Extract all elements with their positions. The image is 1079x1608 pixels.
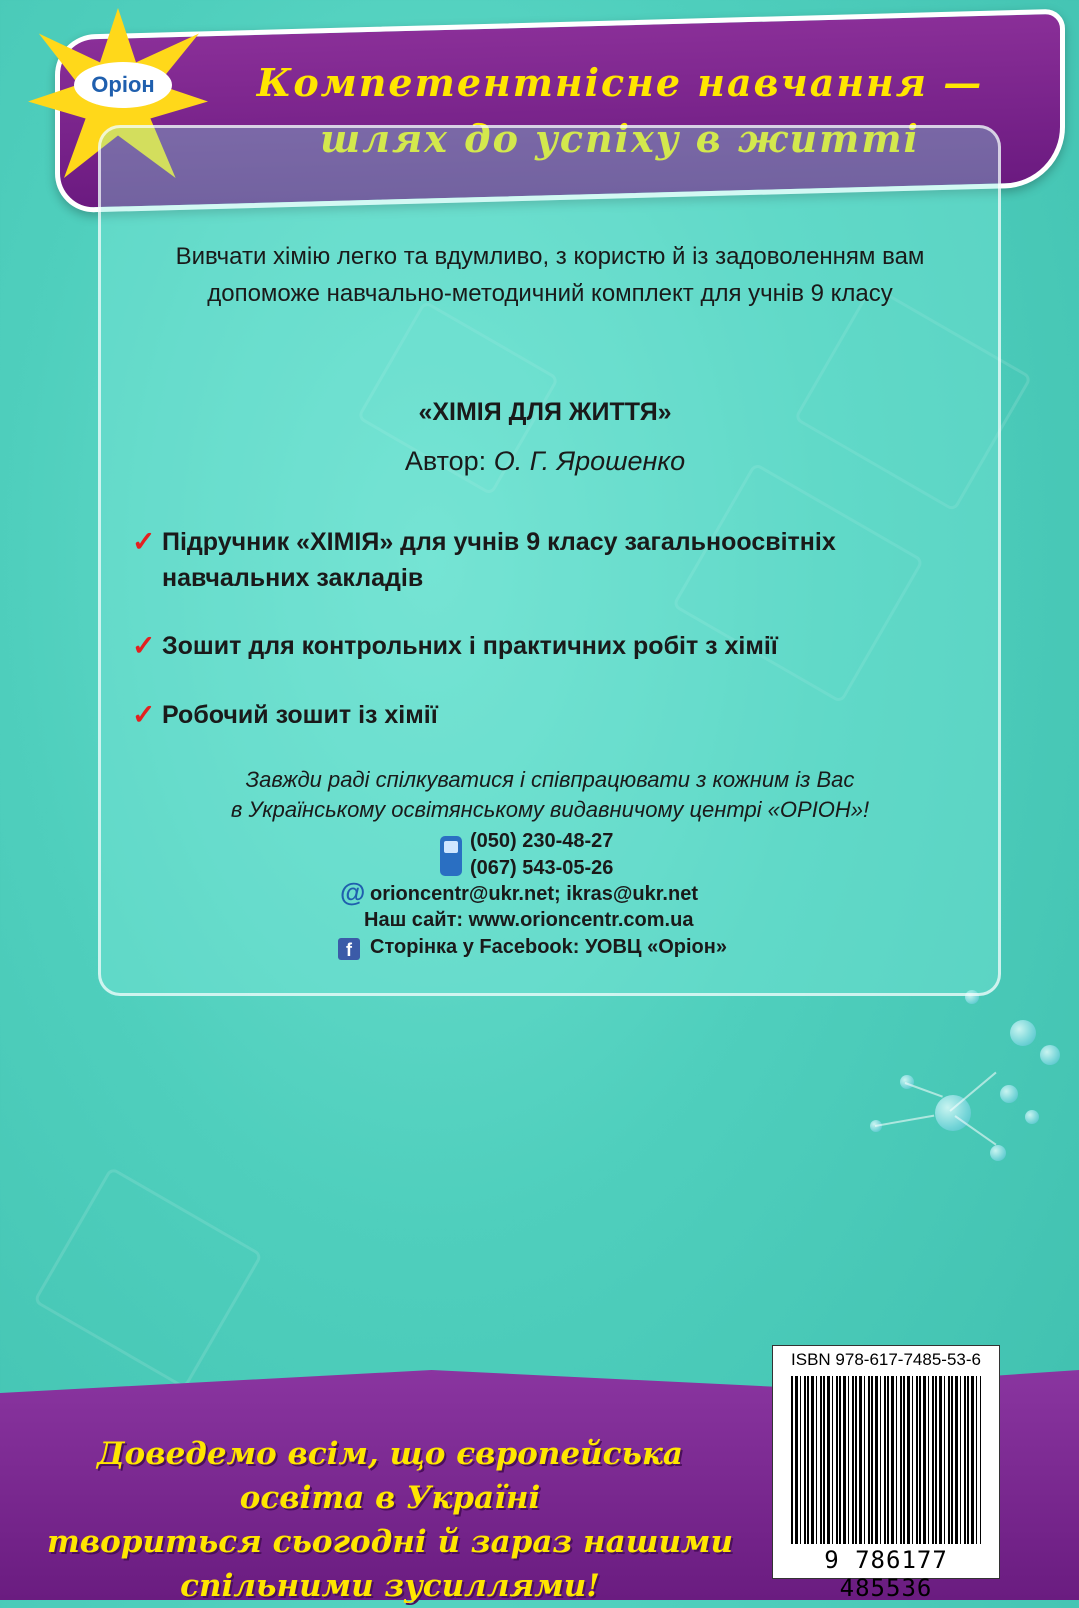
phone-number-1[interactable]: (050) 230-48-27 <box>470 830 614 852</box>
list-item <box>132 697 982 733</box>
list-item <box>132 524 982 596</box>
closing-line-2: в Українському освітянському видавничому центрі «ОРІОН»! <box>230 797 870 822</box>
isbn-label: ISBN 978-617-7485-53-6 <box>791 1350 981 1369</box>
check-icon: ✓ <box>132 699 156 730</box>
website-link[interactable]: Наш сайт: www.orioncentr.com.ua <box>364 909 694 931</box>
banner-line-2: шлях до успіху в житті <box>320 116 920 161</box>
author-line <box>0 446 1079 477</box>
intro-text: Вивчати хімію легко та вдумливо, з користю й із задоволенням вам допоможе навчально-методичний комплект для учнів 9 класу <box>175 243 925 307</box>
author-label: Автор: <box>404 446 487 476</box>
bottom-slogan <box>30 1432 750 1608</box>
check-icon: ✓ <box>132 630 156 661</box>
check-icon: ✓ <box>132 526 156 557</box>
author-name: О. Г. Ярошенко <box>493 446 686 476</box>
slogan-line-1: Доведемо всім, що європейська освіта в Україні <box>96 1436 684 1516</box>
banner-line-1: Компетентнісне навчання — <box>256 60 984 105</box>
phone-number-2[interactable]: (067) 543-05-26 <box>470 857 614 879</box>
list-item-text: Підручник «ХІМІЯ» для учнів 9 класу загальноосвітніх навчальних закладів <box>162 528 836 592</box>
phone-icon <box>440 836 462 876</box>
barcode-digits: 9 786177 485536 <box>824 1546 948 1602</box>
background-hexagon <box>33 1166 263 1389</box>
email-addresses[interactable]: orioncentr@ukr.net; ikras@ukr.net <box>370 883 698 905</box>
list-item <box>132 628 982 664</box>
at-icon: @ <box>340 877 366 907</box>
list-item-text: Робочий зошит із хімії <box>162 701 438 729</box>
list-item-text: Зошит для контрольних і практичних робіт з хімії <box>162 632 778 660</box>
facebook-icon: f <box>338 938 360 960</box>
series-title: «ХІМІЯ ДЛЯ ЖИТТЯ» <box>418 398 672 426</box>
orion-logo: Оріон <box>74 62 172 108</box>
closing-message <box>180 765 920 825</box>
slogan-line-2: твориться сьогодні й зараз нашими <box>46 1524 734 1560</box>
closing-line-1: Завжди раді спілкуватися і співпрацювати з кожним із Вас <box>245 767 855 792</box>
barcode-icon <box>791 1376 981 1544</box>
slogan-line-3: спільними зусиллями! <box>180 1568 600 1604</box>
facebook-link[interactable]: Сторінка у Facebook: УОВЦ «Оріон» <box>370 936 727 958</box>
isbn-barcode-box <box>772 1345 1000 1602</box>
